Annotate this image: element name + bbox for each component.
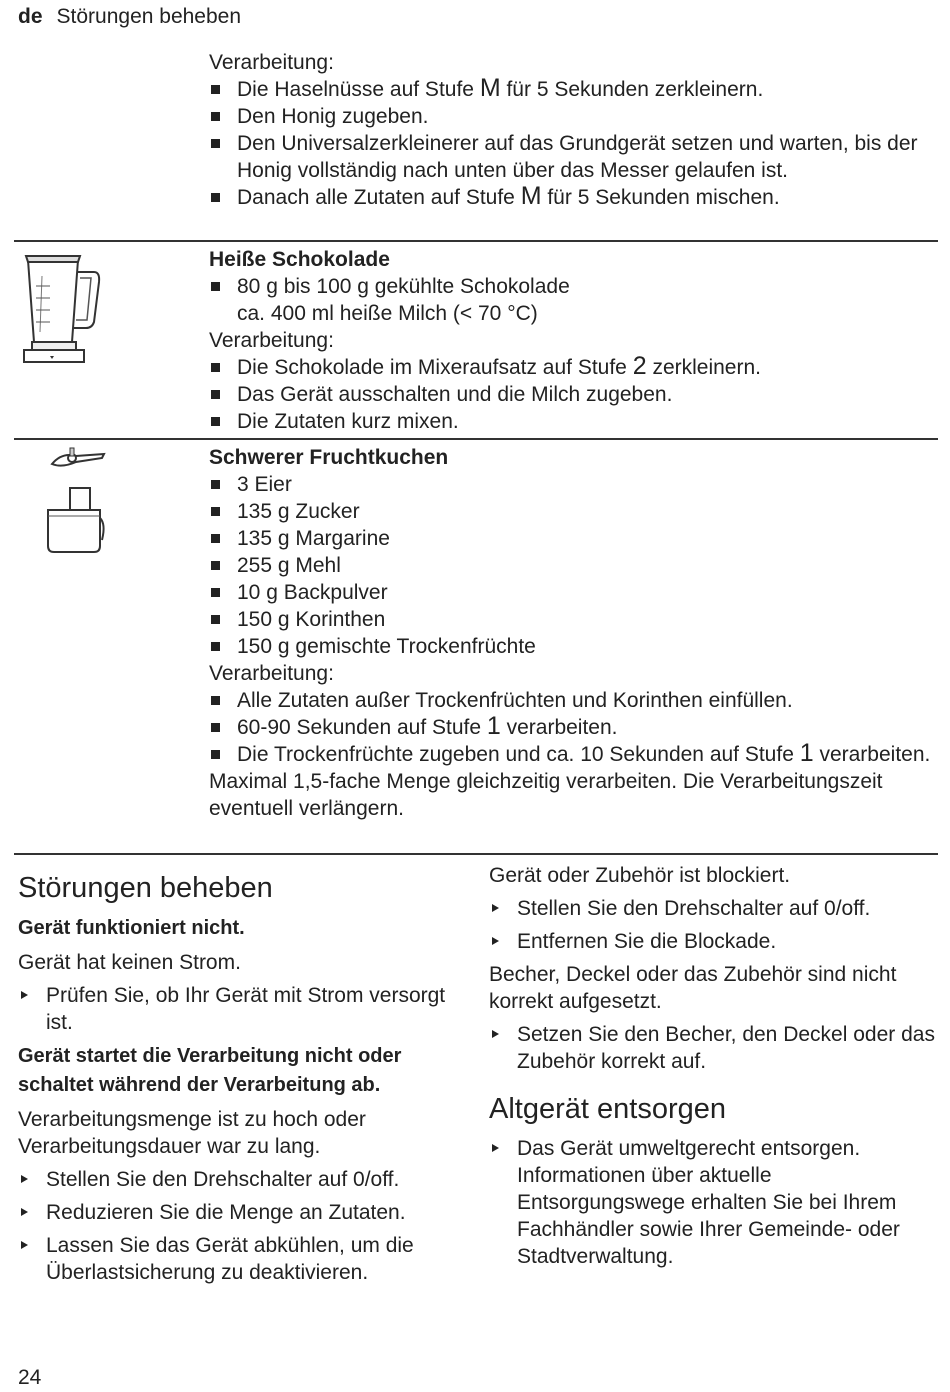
ingredient-continuation: ca. 400 ml heiße Milch (< 70 °C) <box>237 302 538 325</box>
list-item: Danach alle Zutaten auf Stufe M für 5 Sekunden mischen. <box>209 184 936 211</box>
divider <box>14 853 938 855</box>
speed-level: 1 <box>799 739 814 767</box>
cause-text: Verarbeitungsmenge ist zu hoch oder Verarbeitungsdauer war zu lang. <box>18 1108 366 1158</box>
list-item: Das Gerät umweltgerecht entsorgen. Informationen über aktuelle Entsorgungswege erhalten Sie bei Ihrem Fachhändler sowie Ihrer Gemeinde- oder Stadtverwaltung. <box>489 1135 939 1270</box>
recipe-top-steps <box>209 76 936 211</box>
recipe-top-block <box>209 49 936 211</box>
list-item: Den Honig zugeben. <box>209 103 936 130</box>
list-item: Stellen Sie den Drehschalter auf 0/off. <box>489 895 939 922</box>
speed-level: 2 <box>632 352 647 380</box>
troubleshooting-column <box>18 862 463 1292</box>
speed-level: 1 <box>486 712 501 740</box>
off-symbol-icon: 0/off <box>353 1168 394 1191</box>
recipe-title: Schwerer Fruchtkuchen <box>209 446 449 469</box>
header-title: Störungen beheben <box>56 5 242 28</box>
list-item: Die Schokolade im Mixeraufsatz auf Stufe 2 zerkleinern. <box>209 354 936 381</box>
problem-heading: Gerät funktioniert nicht. <box>18 917 245 939</box>
list-item: Setzen Sie den Becher, den Deckel oder das Zubehör korrekt auf. <box>489 1021 939 1075</box>
universal-chopper-icon <box>42 444 108 556</box>
ingredient-list <box>209 273 936 300</box>
fix-list <box>18 1166 463 1286</box>
list-item: 135 g Zucker <box>209 498 936 525</box>
disposal-list <box>489 1135 939 1270</box>
list-item: Die Zutaten kurz mixen. <box>209 408 936 435</box>
list-item: Lassen Sie das Gerät abkühlen, um die Überlastsicherung zu deaktivieren. <box>18 1232 463 1286</box>
list-item: Prüfen Sie, ob Ihr Gerät mit Strom versorgt ist. <box>18 982 463 1036</box>
speed-level: M <box>520 182 542 210</box>
page-number: 24 <box>18 1366 42 1389</box>
cause-text: Gerät hat keinen Strom. <box>18 951 241 974</box>
recipe-title: Heiße Schokolade <box>209 248 390 271</box>
list-item: 10 g Backpulver <box>209 579 936 606</box>
problem-heading: Gerät startet die Verarbeitung nicht oder schaltet während der Verarbeitung ab. <box>18 1045 402 1096</box>
list-item: Die Trockenfrüchte zugeben und ca. 10 Sekunden auf Stufe 1 verarbeiten. <box>209 741 936 768</box>
cause-text: Gerät oder Zubehör ist blockiert. <box>489 864 791 887</box>
fix-list <box>18 982 463 1036</box>
off-symbol-icon: 0/off <box>824 897 865 920</box>
list-item: Die Haselnüsse auf Stufe M für 5 Sekunden zerkleinern. <box>209 76 936 103</box>
list-item: 150 g Korinthen <box>209 606 936 633</box>
fix-list <box>489 1021 939 1075</box>
list-item: Entfernen Sie die Blockade. <box>489 928 939 955</box>
list-item: Das Gerät ausschalten und die Milch zugeben. <box>209 381 936 408</box>
processing-steps <box>209 354 936 435</box>
list-item: Stellen Sie den Drehschalter auf 0/off. <box>18 1166 463 1193</box>
list-item: Den Universalzerkleinerer auf das Grundgerät setzen und warten, bis der Honig vollständig nach unten über das Messer gelaufen ist. <box>209 130 936 184</box>
list-item: 150 g gemischte Trockenfrüchte <box>209 633 936 660</box>
troubleshooting-column-right <box>489 862 939 1276</box>
processing-label: Verarbeitung: <box>209 662 334 685</box>
list-item: Alle Zutaten außer Trockenfrüchten und Korinthen einfüllen. <box>209 687 936 714</box>
blender-jug-icon <box>20 246 102 374</box>
divider <box>14 438 938 440</box>
processing-label: Verarbeitung: <box>209 51 334 74</box>
list-item: 135 g Margarine <box>209 525 936 552</box>
divider <box>14 240 938 242</box>
list-item: 255 g Mehl <box>209 552 936 579</box>
section-title: Altgerät entsorgen <box>489 1093 726 1125</box>
language-tag: de <box>18 5 43 28</box>
speed-level: M <box>479 74 501 102</box>
cause-text: Becher, Deckel oder das Zubehör sind nicht korrekt aufgesetzt. <box>489 963 897 1013</box>
fix-list <box>489 895 939 955</box>
section-title: Störungen beheben <box>18 872 273 904</box>
processing-steps <box>209 687 936 768</box>
list-item: 80 g bis 100 g gekühlte Schokolade <box>209 273 936 300</box>
recipe-fruitcake <box>209 444 936 822</box>
page-header <box>18 5 241 29</box>
recipe-hot-chocolate <box>209 246 936 435</box>
disposal-info: Informationen über aktuelle Entsorgungswege erhalten Sie bei Ihrem Fachhändler sowie Ihrer Gemeinde- oder Stadtverwaltung. <box>517 1164 900 1268</box>
list-item: 60-90 Sekunden auf Stufe 1 verarbeiten. <box>209 714 936 741</box>
recipe-note: Maximal 1,5-fache Menge gleichzeitig verarbeiten. Die Verarbeitungszeit eventuell verlängern. <box>209 770 883 820</box>
list-item: 3 Eier <box>209 471 936 498</box>
ingredient-list <box>209 471 936 660</box>
list-item: Reduzieren Sie die Menge an Zutaten. <box>18 1199 463 1226</box>
processing-label: Verarbeitung: <box>209 329 334 352</box>
